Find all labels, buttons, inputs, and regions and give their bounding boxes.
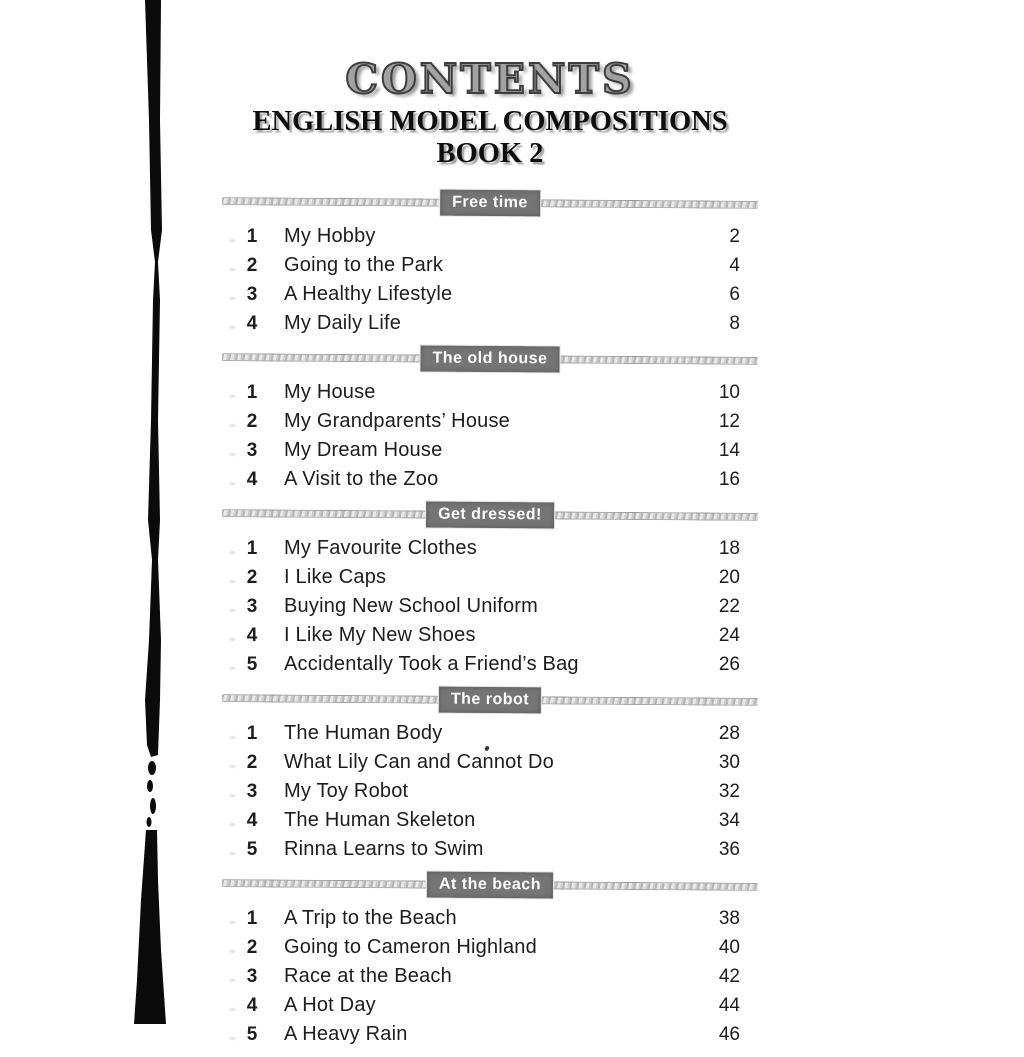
item-page: 32 <box>718 780 740 802</box>
toc-entry <box>222 280 758 309</box>
item-number: 4 <box>244 469 260 491</box>
item-page: 34 <box>718 809 740 831</box>
item-title: Accidentally Took a Friend’s Bag <box>284 653 579 675</box>
item-title: My Favourite Clothes <box>284 537 477 559</box>
toc-section <box>222 502 758 679</box>
item-page: 6 <box>729 283 740 305</box>
toc-entry <box>222 650 758 679</box>
item-page: 38 <box>718 907 740 929</box>
toc-entry <box>222 1020 758 1049</box>
item-title: My Grandparents’ House <box>284 410 510 432</box>
toc-entry <box>222 251 758 280</box>
toc-entry <box>222 933 758 962</box>
item-title: My Hobby <box>284 225 376 247</box>
section-banner <box>222 188 758 218</box>
item-page: 44 <box>718 994 740 1016</box>
section-rows <box>222 904 758 1049</box>
item-number: 3 <box>244 596 260 618</box>
toc-entry <box>222 777 758 806</box>
item-page: 24 <box>718 624 740 646</box>
item-page: 4 <box>729 254 740 276</box>
item-page: 12 <box>718 410 740 432</box>
item-page: 14 <box>718 439 740 461</box>
section-banner <box>222 870 758 900</box>
item-number: 4 <box>244 625 260 647</box>
item-number: 1 <box>244 226 260 248</box>
toc-section <box>222 190 758 338</box>
item-page: 2 <box>729 225 740 247</box>
item-page: 10 <box>718 381 740 403</box>
item-number: 2 <box>244 567 260 589</box>
item-page: 20 <box>718 566 740 588</box>
toc-entry <box>222 962 758 991</box>
toc-page <box>222 56 758 1057</box>
scan-spine-artifact <box>0 0 200 1024</box>
section-banner <box>222 500 758 530</box>
item-title: Rinna Learns to Swim <box>284 838 484 860</box>
page-title: CONTENTS <box>345 55 635 103</box>
item-title: A Heavy Rain <box>284 1023 408 1045</box>
toc-entry <box>222 592 758 621</box>
toc-entry <box>222 904 758 933</box>
item-title: A Trip to the Beach <box>284 907 457 929</box>
toc-entry <box>222 534 758 563</box>
section-rows <box>222 719 758 864</box>
item-number: 3 <box>244 440 260 462</box>
item-page: 8 <box>729 312 740 334</box>
section-banner-label: The robot <box>439 687 541 714</box>
section-banner <box>222 685 758 715</box>
item-title: The Human Skeleton <box>284 809 476 831</box>
item-title: My House <box>284 381 376 403</box>
toc-entry <box>222 835 758 864</box>
toc-entry <box>222 748 758 777</box>
item-number: 1 <box>244 723 260 745</box>
toc-entry <box>222 621 758 650</box>
item-page: 16 <box>718 468 740 490</box>
item-number: 2 <box>244 937 260 959</box>
item-page: 42 <box>718 965 740 987</box>
item-title: My Daily Life <box>284 312 402 334</box>
item-page: 40 <box>718 936 740 958</box>
item-page: 46 <box>718 1023 740 1045</box>
item-number: 3 <box>244 284 260 306</box>
item-number: 2 <box>244 255 260 277</box>
item-title: What Lily Can and Cannot Do <box>284 751 554 773</box>
item-number: 4 <box>244 313 260 335</box>
item-page: 26 <box>718 653 740 675</box>
toc-section <box>222 872 758 1049</box>
toc-entry <box>222 563 758 592</box>
toc-entry <box>222 407 758 436</box>
scan-spine-shape <box>0 0 200 1024</box>
section-rows <box>222 222 758 338</box>
item-number: 1 <box>244 908 260 930</box>
item-title: Buying New School Uniform <box>284 595 538 617</box>
book-subtitle: ENGLISH MODEL COMPOSITIONS BOOK 2 <box>252 106 728 169</box>
item-title: Race at the Beach <box>284 965 452 987</box>
item-title: I Like My New Shoes <box>284 624 476 646</box>
item-number: 5 <box>244 654 260 676</box>
toc-section <box>222 346 758 494</box>
item-number: 1 <box>244 538 260 560</box>
section-banner-label: Get dressed! <box>426 502 554 529</box>
item-number: 3 <box>244 781 260 803</box>
item-title: Going to the Park <box>284 254 444 276</box>
item-title: I Like Caps <box>284 566 387 588</box>
section-banner-label: The old house <box>420 346 559 373</box>
toc-entry <box>222 719 758 748</box>
section-banner-label: At the beach <box>427 872 553 899</box>
toc-entry <box>222 806 758 835</box>
item-title: My Dream House <box>284 439 443 461</box>
toc-sections <box>222 190 758 1049</box>
section-rows <box>222 534 758 679</box>
item-title: A Healthy Lifestyle <box>284 283 453 305</box>
item-number: 5 <box>244 1024 260 1046</box>
item-title: The Human Body <box>284 722 443 744</box>
toc-section <box>222 687 758 864</box>
item-number: 2 <box>244 411 260 433</box>
item-number: 3 <box>244 966 260 988</box>
toc-entry <box>222 436 758 465</box>
toc-entry <box>222 309 758 338</box>
section-banner <box>222 344 758 374</box>
item-page: 28 <box>718 722 740 744</box>
toc-entry <box>222 991 758 1020</box>
item-number: 5 <box>244 839 260 861</box>
section-rows <box>222 378 758 494</box>
item-title: Going to Cameron Highland <box>284 936 537 958</box>
item-number: 1 <box>244 382 260 404</box>
item-title: A Visit to the Zoo <box>284 468 439 490</box>
item-number: 2 <box>244 752 260 774</box>
item-title: A Hot Day <box>284 994 376 1016</box>
toc-entry <box>222 222 758 251</box>
item-page: 30 <box>718 751 740 773</box>
item-page: 22 <box>718 595 740 617</box>
section-banner-label: Free time <box>440 190 540 217</box>
item-number: 4 <box>244 995 260 1017</box>
item-number: 4 <box>244 810 260 832</box>
toc-entry <box>222 465 758 494</box>
item-page: 36 <box>718 838 740 860</box>
item-page: 18 <box>718 537 740 559</box>
toc-entry <box>222 378 758 407</box>
item-title: My Toy Robot <box>284 780 409 802</box>
